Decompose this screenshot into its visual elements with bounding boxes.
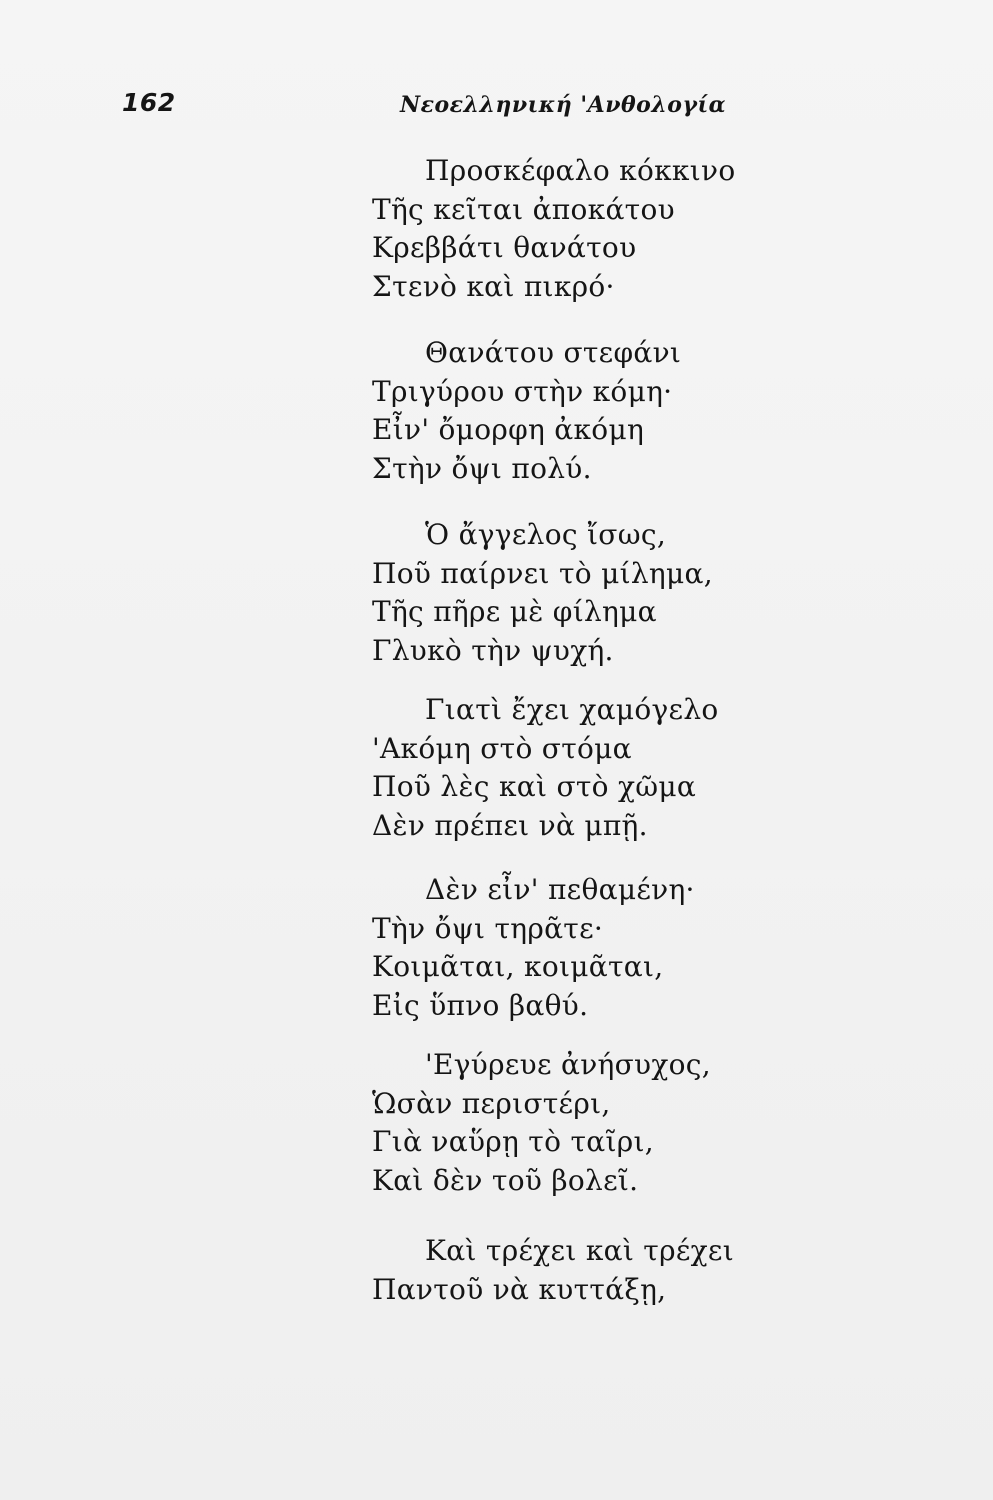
poem-line: Ὁ ἄγγελος ἴσως, bbox=[425, 518, 667, 551]
poem-line: Κρεββάτι θανάτου bbox=[372, 231, 637, 264]
poem-line: Ποῦ λὲς καὶ στὸ χῶμα bbox=[372, 770, 697, 803]
poem-line: Κοιμᾶται, κοιμᾶται, bbox=[372, 950, 664, 983]
stanza-7 bbox=[372, 1232, 734, 1309]
poem-line: Τὴν ὄψι τηρᾶτε· bbox=[372, 911, 604, 945]
running-title: Νεοελληνική 'Ανθολογία bbox=[400, 92, 727, 118]
poem-line: 'Ακόμη στὸ στόμα bbox=[372, 731, 632, 765]
poem-line: Τῆς κεῖται ἀποκάτου bbox=[372, 192, 675, 226]
poem-line: Τριγύρου στὴν κόμη· bbox=[372, 374, 673, 408]
poem-line: Καὶ τρέχει καὶ τρέχει bbox=[425, 1234, 735, 1267]
stanza-3 bbox=[372, 516, 713, 670]
poem-line: Δὲν πρέπει νὰ μπῇ. bbox=[372, 808, 648, 842]
stanza-5 bbox=[372, 871, 695, 1025]
poem-line: Δὲν εἶν' πεθαμένη· bbox=[425, 873, 695, 906]
poem-line: Στενὸ καὶ πικρό· bbox=[372, 269, 615, 303]
poem-line: 'Εγύρευε ἀνήσυχος, bbox=[425, 1048, 711, 1081]
stanza-4 bbox=[372, 691, 719, 845]
poem-line: Εἶν' ὄμορφη ἀκόμη bbox=[372, 413, 645, 446]
poem-line: Γιὰ ναὕρῃ τὸ ταῖρι, bbox=[372, 1125, 654, 1158]
poem-line: Γλυκὸ τὴν ψυχή. bbox=[372, 633, 614, 667]
poem-line: Καὶ δὲν τοῦ βολεῖ. bbox=[372, 1163, 639, 1197]
poem-line: Εἰς ὕπνο βαθύ. bbox=[372, 988, 589, 1022]
poem-line: Γιατὶ ἔχει χαμόγελο bbox=[425, 693, 719, 726]
poem-line: Τῆς πῆρε μὲ φίλημα bbox=[372, 595, 657, 628]
page-number: 162 bbox=[122, 88, 176, 117]
stanza-2 bbox=[372, 334, 681, 488]
poem-line: Θανάτου στεφάνι bbox=[425, 336, 682, 369]
poem-line: Στὴν ὄψι πολύ. bbox=[372, 451, 592, 485]
poem-line: Παντοῦ νὰ κυττάξῃ, bbox=[372, 1272, 667, 1306]
stanza-1 bbox=[372, 152, 736, 306]
poem-line: Ὡσὰν περιστέρι, bbox=[372, 1086, 611, 1120]
poem-line: Ποῦ παίρνει τὸ μίλημα, bbox=[372, 556, 713, 590]
poem-line: Προσκέφαλο κόκκινο bbox=[425, 154, 736, 187]
stanza-6 bbox=[372, 1046, 711, 1200]
